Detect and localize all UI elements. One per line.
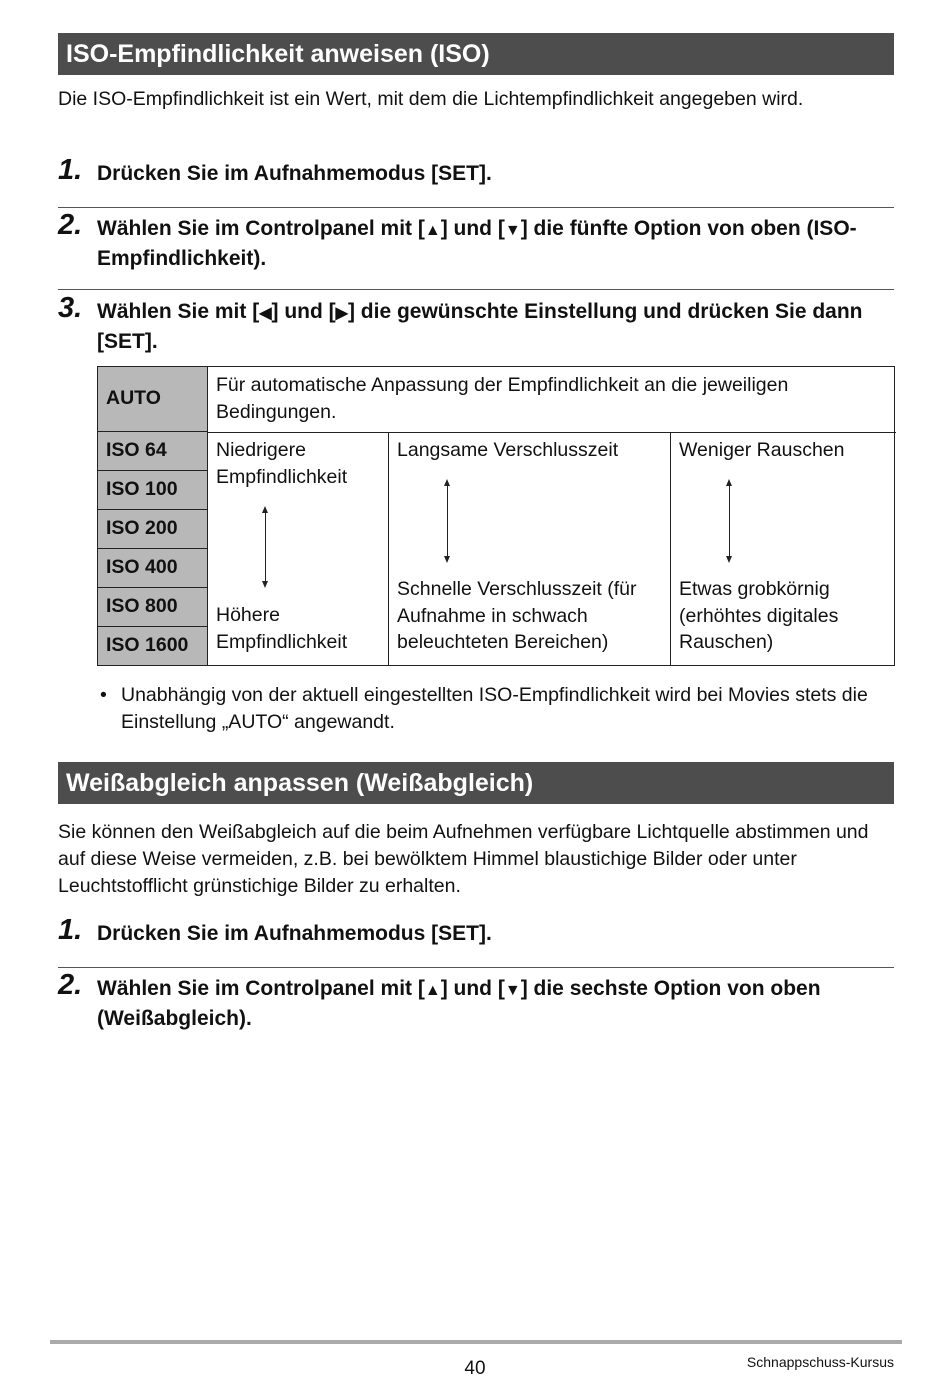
double-arrow-icon: [729, 485, 730, 557]
noise-high-text: Etwas grobkörnig (erhöhtes digitales Rauschen): [679, 578, 839, 653]
table-label-auto: AUTO: [98, 367, 208, 432]
iso-settings-table: [97, 366, 895, 666]
bullet-mark: •: [100, 684, 107, 706]
down-arrow-icon: ▼: [504, 222, 521, 239]
right-arrow-icon: ▶: [335, 305, 348, 322]
chapter-name: Schnappschuss-Kursus: [746, 1354, 894, 1370]
step-divider: [58, 207, 894, 208]
page-number: 40: [464, 1358, 486, 1379]
step-text: Wählen Sie im Controlpanel mit [▲] und [▼] die fünfte Option von oben (ISO-Empfindlichkeit).: [97, 217, 857, 270]
sensitivity-low-text: Niedrigere Empfindlichkeit: [216, 439, 348, 488]
step-text: Drücken Sie im Aufnahmemodus [SET].: [97, 922, 492, 945]
step-number: 2.: [58, 969, 83, 1001]
noise-low-text: Weniger Rauschen: [679, 439, 845, 461]
up-arrow-icon: ▲: [424, 982, 441, 999]
double-arrow-icon: [265, 512, 266, 582]
iso-intro-text: Die ISO-Empfindlichkeit ist ein Wert, mit dem die Lichtempfindlichkeit angegeben wird.: [58, 88, 804, 110]
step-text: Wählen Sie mit [◀] und [▶] die gewünschte Einstellung und drücken Sie dann [SET].: [97, 300, 863, 353]
table-label-iso: ISO 800: [98, 588, 208, 627]
step-divider: [58, 289, 894, 290]
step-divider: [58, 967, 894, 968]
left-arrow-icon: ◀: [259, 305, 272, 322]
footer-divider: [50, 1340, 902, 1344]
up-arrow-icon: ▲: [424, 222, 441, 239]
section-title-white-balance: Weißabgleich anpassen (Weißabgleich): [58, 762, 894, 804]
step-number: 1.: [58, 154, 83, 186]
table-label-iso: ISO 200: [98, 510, 208, 549]
step-text: Wählen Sie im Controlpanel mit [▲] und [▼] die sechste Option von oben (Weißabgleich).: [97, 977, 821, 1030]
shutter-slow-text: Langsame Verschlusszeit: [397, 439, 619, 461]
sensitivity-high-text: Höhere Empfindlichkeit: [216, 604, 348, 653]
section-title-iso: ISO-Empfindlichkeit anweisen (ISO): [58, 33, 894, 75]
step-text: Drücken Sie im Aufnahmemodus [SET].: [97, 162, 492, 185]
table-label-iso: ISO 1600: [98, 627, 208, 665]
down-arrow-icon: ▼: [504, 982, 521, 999]
wb-intro-text: Sie können den Weißabgleich auf die beim Aufnehmen verfügbare Lichtquelle abstimmen und auf diese Weise vermeiden, z.B. bei bewölktem Himmel blaustichige Bilder oder unter Leuchtstofflicht grünstichige Bilder zu erhalten.: [58, 821, 869, 897]
auto-description: Für automatische Anpassung der Empfindlichkeit an die jeweiligen Bedingungen.: [216, 374, 789, 423]
table-label-iso: ISO 400: [98, 549, 208, 588]
table-label-iso: ISO 64: [98, 432, 208, 471]
step-number: 1.: [58, 914, 83, 946]
double-arrow-icon: [447, 485, 448, 557]
table-label-iso: ISO 100: [98, 471, 208, 510]
shutter-fast-text: Schnelle Verschlusszeit (für Aufnahme in schwach beleuchteten Bereichen): [397, 578, 637, 653]
note-text: Unabhängig von der aktuell eingestellten ISO-Empfindlichkeit wird bei Movies stets die Einstellung „AUTO“ angewandt.: [121, 684, 868, 733]
step-number: 3.: [58, 292, 83, 324]
step-number: 2.: [58, 209, 83, 241]
